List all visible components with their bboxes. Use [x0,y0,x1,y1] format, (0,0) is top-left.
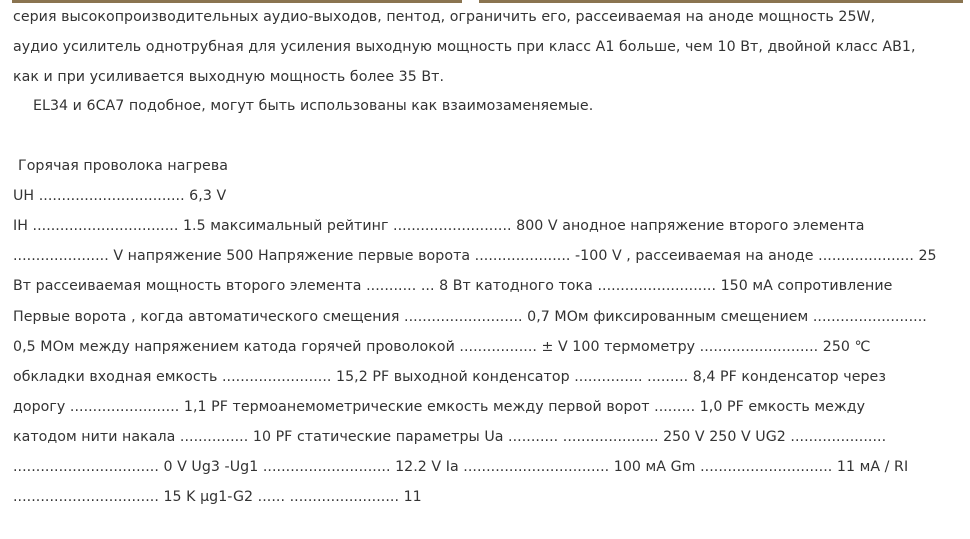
text-line: аудио усилитель однотрубная для усиления выходную мощность при класс A1 больше, чем 10 Вт, двойной класс AB1, [13,39,916,55]
spec-line: дорогу ........................ 1,1 PF термоанемометрические емкость между первой ворот ......... 1,0 PF емкость между [13,399,866,415]
text-line: EL34 и 6CA7 подобное, могут быть использованы как взаимозаменяемые. [33,98,594,114]
spec-line: ................................ 0 V Ug3 -Ug1 ............................ 12.2 V Ia ................................ 100 мА Gm ............................. 11 мА / RI [13,459,909,475]
spec-line: IH ................................ 1.5 максимальный рейтинг .......................... 800 V анодное напряжение второго элемента [13,218,865,234]
spec-line: 0,5 МОм между напряжением катода горячей проволокой ................. ± V 100 термометру .......................... 250 ℃ [13,339,871,355]
spec-line: ..................... V напряжение 500 Напряжение первые ворота ..................... -100 V , рассеиваемая на аноде ..................... 25 [13,248,937,264]
spec-line: Вт рассеиваемая мощность второго элемента ........... ... 8 Вт катодного тока .......................... 150 мА сопротивление [13,278,893,294]
spec-line: ................................ 15 K μg1-G2 ...... ........................ 11 [13,489,422,505]
top-divider-right [479,0,963,3]
spec-line: обкладки входная емкость ........................ 15,2 PF выходной конденсатор ............... ......... 8,4 PF конденсатор через [13,369,886,385]
spec-heading: Горячая проволока нагрева [18,158,228,174]
text-line: серия высокопроизводительных аудио-выходов, пентод, ограничить его, рассеиваемая на аноде мощность 25W, [13,9,876,25]
top-divider-left [12,0,462,3]
spec-line: Первые ворота , когда автоматического смещения .......................... 0,7 МОм фиксированным смещением ......................... [13,309,927,325]
spec-line: катодом нити накала ............... 10 PF статические параметры Ua ........... ..................... 250 V 250 V UG2 ..................... [13,429,887,445]
spec-line: UH ................................ 6,3 V [13,188,227,204]
text-line: как и при усиливается выходную мощность более 35 Вт. [13,69,445,85]
